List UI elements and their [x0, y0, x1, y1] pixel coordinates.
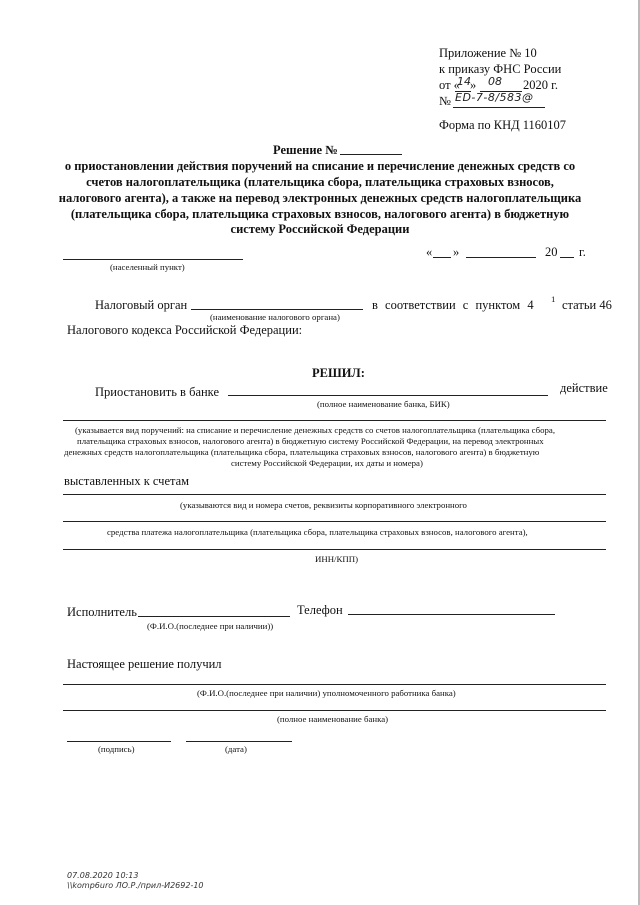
number-underline — [453, 107, 545, 108]
footer-timestamp: 07.08.2020 10:13 — [67, 871, 139, 880]
accounts-line — [63, 494, 606, 495]
bank-officer-caption: (Ф.И.О.(последнее при наличии) уполномоченного работника банка) — [197, 688, 456, 698]
inn-line — [63, 549, 606, 550]
accordance-article: статьи 46 — [562, 298, 612, 312]
date-line — [186, 741, 292, 742]
tax-authority-label: Налоговый орган — [95, 298, 188, 312]
form-code: Форма по КНД 1160107 — [439, 118, 567, 132]
orders-caption-1: (указывается вид поручений: на списание и перечисление денежных средств со счетов налогоплательщика (плательщика сбора, — [75, 425, 556, 435]
date-quote-close: » — [453, 245, 460, 259]
received-label: Настоящее решение получил — [67, 657, 222, 671]
order-number-value: ED-7-8/583@ — [455, 91, 534, 104]
date-caption: (дата) — [225, 744, 247, 754]
signature-line — [67, 741, 171, 742]
date-month-line — [466, 257, 536, 258]
phone-line — [348, 614, 555, 615]
tax-code-line: Налогового кодекса Российской Федерации: — [67, 323, 303, 337]
date-day-line — [433, 257, 451, 258]
order-number-prefix: № — [439, 94, 451, 108]
means-line — [63, 521, 606, 522]
orders-caption-4: систему Российской Федерации, их даты и номера) — [231, 458, 423, 468]
bank-name-line — [63, 710, 606, 711]
accounts-label: выставленных к счетам — [64, 474, 190, 488]
means-caption: средства платежа налогоплательщика (плательщика сбора, плательщика страховых взносов, налогового агента), — [107, 527, 528, 537]
footer-file-path: \\komp6uro ЛО.Р./прил-И2692-10 — [67, 881, 204, 890]
order-date-close: » — [470, 78, 477, 92]
accounts-caption: (указываются вид и номера счетов, реквизиты корпоративного электронного — [180, 500, 467, 510]
date-year-line — [560, 257, 574, 258]
order-reference: к приказу ФНС России — [439, 62, 562, 76]
inn-caption: ИНН/КПП) — [315, 554, 359, 564]
date-year-suffix: г. — [579, 245, 586, 259]
title-line-1: о приостановлении действия поручений на списание и перечисление денежных средств со — [64, 159, 576, 173]
appendix-number: Приложение № 10 — [439, 46, 537, 60]
executor-caption: (Ф.И.О.(последнее при наличии)) — [147, 621, 274, 631]
accordance-text: в соответствии с пунктом 4 — [372, 298, 534, 312]
title-line-5: систему Российской Федерации — [230, 222, 410, 236]
accordance-superscript: 1 — [551, 294, 556, 304]
decision-title: Решение № — [273, 143, 338, 157]
date-year: 20 — [545, 245, 558, 259]
bank-line — [228, 395, 548, 396]
date-quote-open: « — [426, 245, 433, 259]
executor-label: Исполнитель — [67, 605, 137, 619]
bank-caption: (полное наименование банка, БИК) — [317, 399, 450, 409]
title-line-4: (плательщика сбора, плательщика страховых взносов, налогового агента) в бюджетную — [70, 207, 570, 221]
order-date-month: 08 — [488, 75, 502, 88]
signature-caption: (подпись) — [98, 744, 135, 754]
executor-line — [138, 616, 290, 617]
orders-caption-2: плательщика страховых взносов, налогового агента) в бюджетную систему Российской Федерации, на перевод электронных — [77, 436, 544, 446]
action-label: действие — [560, 381, 608, 395]
bank-officer-line — [63, 684, 606, 685]
phone-label: Телефон — [297, 603, 343, 617]
title-line-3: налогового агента), а также на перевод электронных денежных средств налогоплательщика — [58, 191, 582, 205]
order-date-year: 2020 г. — [523, 78, 558, 92]
orders-caption-3: денежных средств налогоплательщика (плательщика сбора, плательщика страховых взносов, налогового агента) в бюджетную — [64, 447, 540, 457]
suspend-label: Приостановить в банке — [95, 385, 219, 399]
decided-heading: РЕШИЛ: — [312, 366, 365, 380]
decision-number-line — [340, 154, 402, 155]
place-line — [63, 259, 243, 260]
bank-name-caption: (полное наименование банка) — [277, 714, 389, 724]
title-line-2: счетов налогоплательщика (плательщика сбора, плательщика страховых взносов, — [86, 175, 554, 189]
orders-line — [63, 420, 606, 421]
tax-authority-line — [191, 309, 363, 310]
tax-authority-caption: (наименование налогового органа) — [210, 312, 340, 322]
order-date-day: 14 — [457, 75, 471, 88]
place-caption: (населенный пункт) — [110, 262, 185, 272]
order-date-prefix: от « — [439, 78, 460, 92]
